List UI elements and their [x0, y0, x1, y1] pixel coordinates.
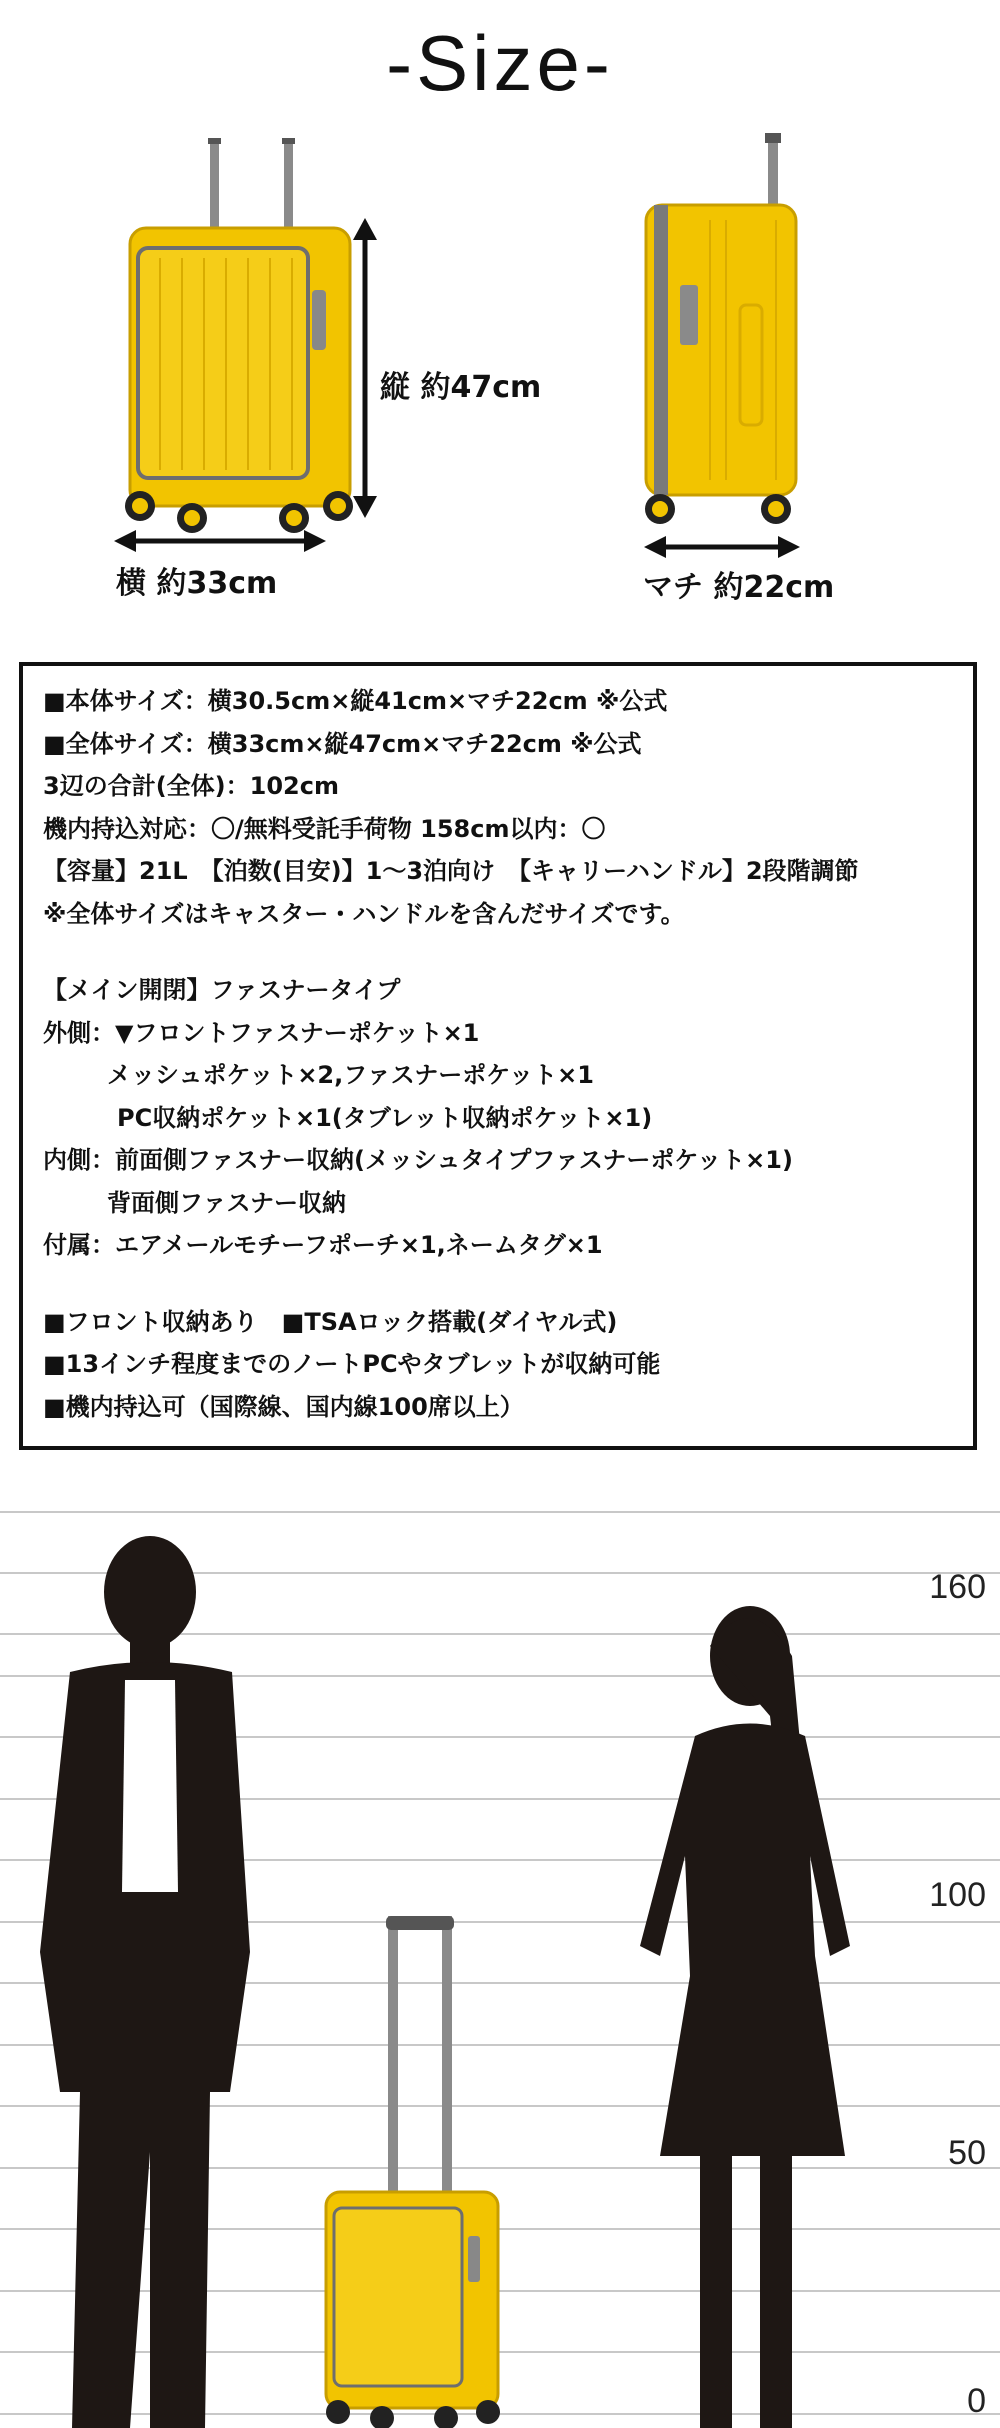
- spec-line: ■13インチ程度までのノートPCやタブレットが収納可能: [43, 1350, 661, 1378]
- depth-label: マチ 約22cm: [643, 570, 835, 605]
- spec-line: 背面側ファスナー収納: [107, 1188, 347, 1217]
- female-silhouette: [600, 1596, 880, 2428]
- scale-label-50: 50: [948, 2134, 986, 2172]
- width-arrow: [114, 528, 326, 554]
- spec-line: ■全体サイズ：横33cm×縦47cm×マチ22cm ※公式: [43, 729, 642, 758]
- scale-label-160: 160: [929, 1568, 986, 1606]
- height-label: 縦 約47cm: [380, 370, 542, 405]
- spec-line: 外側：▼フロントファスナーポケット×1: [43, 1018, 480, 1047]
- depth-arrow: [644, 534, 800, 560]
- spec-line: ※全体サイズはキャスター・ハンドルを含んだサイズです。: [43, 899, 685, 928]
- spec-line: 3辺の合計(全体)：102cm: [43, 772, 339, 800]
- scale-label-0: 0: [967, 2382, 986, 2420]
- scale-label-100: 100: [929, 1876, 986, 1914]
- male-silhouette: [0, 1532, 300, 2428]
- spec-line: メッシュポケット×2,ファスナーポケット×1: [107, 1061, 594, 1089]
- spec-line: 内側：前面側ファスナー収納(メッシュタイプファスナーポケット×1): [43, 1146, 793, 1174]
- spec-line: ■機内持込可（国際線、国内線100席以上）: [43, 1392, 524, 1421]
- height-comparison: [0, 1496, 1000, 2428]
- spec-line: 機内持込対応：〇/無料受託手荷物 158cm以内：〇: [43, 814, 606, 843]
- spec-box: [19, 662, 977, 1450]
- suitcase-front-view: [110, 130, 370, 550]
- spec-line: ■本体サイズ：横30.5cm×縦41cm×マチ22cm ※公式: [43, 687, 668, 715]
- spec-line: PC収納ポケット×1(タブレット収納ポケット×1): [117, 1103, 653, 1132]
- spec-line: ■フロント収納あり ■TSAロック搭載(ダイヤル式): [43, 1307, 618, 1336]
- spec-line: 【容量】21L 【泊数(目安)】1〜3泊向け 【キャリーハンドル】2段階調節: [43, 857, 859, 885]
- suitcase-side-view: [630, 125, 810, 545]
- height-arrow: [348, 218, 382, 518]
- spec-line: 付属：エアメールモチーフポーチ×1,ネームタグ×1: [43, 1231, 603, 1259]
- width-label: 横 約33cm: [116, 566, 278, 601]
- suitcase-comparison: [316, 1916, 506, 2428]
- spec-line: 【メイン開閉】ファスナータイプ: [43, 976, 401, 1004]
- page-title: -Size-: [386, 19, 614, 107]
